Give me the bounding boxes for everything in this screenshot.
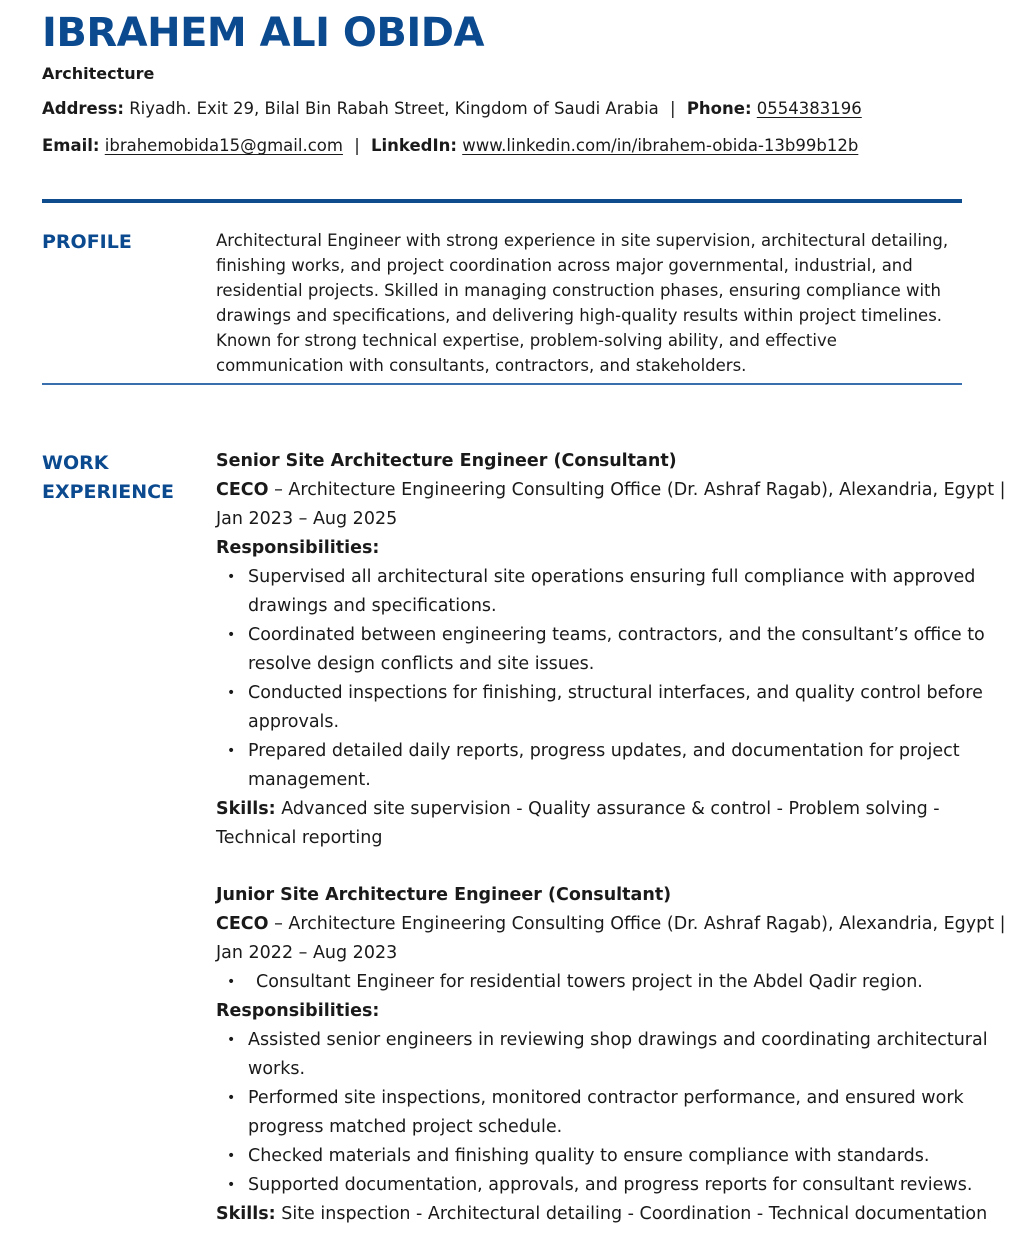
skills-label: Skills: (216, 1204, 276, 1224)
profile-heading: PROFILE (42, 231, 132, 253)
responsibility-item: • Coordinated between engineering teams, contractors, and the consultant’s office to resolve design conflicts and site issues. (216, 621, 1006, 679)
address-value: Riyadh. Exit 29, Bilal Bin Rabah Street, Kingdom of Saudi Arabia (129, 99, 659, 118)
job-title: Senior Site Architecture Engineer (Consultant) (216, 451, 677, 471)
company-name: CECO (216, 914, 269, 934)
skills-value: Advanced site supervision - Quality assurance & control - Problem solving - Technical reporting (216, 799, 940, 848)
work-experience-heading-line1: WORK (42, 452, 109, 474)
work-experience-heading-line2: EXPERIENCE (42, 481, 175, 503)
skills-value: Site inspection - Architectural detailing - Coordination - Technical documentation (275, 1204, 988, 1224)
skills-label: Skills: (216, 799, 276, 819)
linkedin-link[interactable]: www.linkedin.com/in/ibrahem-obida-13b99b12b (462, 136, 859, 155)
responsibility-item: • Supervised all architectural site operations ensuring full compliance with approved drawings and specifications. (216, 563, 1006, 621)
address-label: Address: (42, 99, 124, 118)
job-skills (216, 795, 1006, 853)
header-divider (42, 199, 962, 203)
job-entry-junior (216, 881, 1006, 1229)
job-company (216, 910, 1006, 968)
separator: | (354, 136, 360, 155)
profile-divider (42, 383, 962, 385)
responsibilities-list (216, 563, 1006, 795)
responsibility-item: • Prepared detailed daily reports, progress updates, and documentation for project management. (216, 737, 1006, 795)
candidate-subtitle: Architecture (42, 64, 155, 83)
job-title: Junior Site Architecture Engineer (Consultant) (216, 885, 672, 905)
responsibility-item: • Supported documentation, approvals, and progress reports for consultant reviews. (216, 1171, 1006, 1200)
address-phone-line (42, 99, 862, 118)
phone-label: Phone: (686, 99, 752, 118)
responsibility-item: • Performed site inspections, monitored contractor performance, and ensured work progress matched project schedule. (216, 1084, 1006, 1142)
responsibilities-label: Responsibilities: (216, 538, 380, 558)
email-link[interactable]: ibrahemobida15@gmail.com (104, 136, 343, 155)
responsibilities-list (216, 1026, 1006, 1200)
separator: | (670, 99, 676, 118)
job-skills (216, 1200, 1006, 1229)
responsibility-item: • Conducted inspections for finishing, structural interfaces, and quality control before approvals. (216, 679, 1006, 737)
work-experience-heading (42, 449, 174, 507)
job-note: • Consultant Engineer for residential towers project in the Abdel Qadir region. (216, 968, 1006, 997)
email-linkedin-line (42, 136, 858, 155)
company-details: – Architecture Engineering Consulting Office (Dr. Ashraf Ragab), Alexandria, Egypt | Jan 2023 – Aug 2025 (216, 480, 1006, 529)
candidate-name: IBRAHEM ALI OBIDA (42, 10, 484, 56)
company-name: CECO (216, 480, 269, 500)
profile-summary: Architectural Engineer with strong experience in site supervision, architectural detailing, finishing works, and project coordination across major governmental, industrial, and residential projects. Skilled in managing construction phases, ensuring compliance with drawings and specifications, and delivering high-quality results within project timelines. Known for strong technical expertise, problem-solving ability, and effective communication with consultants, contractors, and stakeholders. (216, 231, 949, 375)
job-note-list (216, 968, 1006, 997)
phone-link[interactable]: 0554383196 (756, 99, 862, 118)
company-details: – Architecture Engineering Consulting Office (Dr. Ashraf Ragab), Alexandria, Egypt | Jan 2022 – Aug 2023 (216, 914, 1006, 963)
linkedin-label: LinkedIn: (371, 136, 457, 155)
job-company (216, 476, 1006, 534)
job-entry-senior (216, 447, 1006, 853)
responsibility-item: • Checked materials and finishing quality to ensure compliance with standards. (216, 1142, 1006, 1171)
email-label: Email: (42, 136, 100, 155)
responsibilities-label: Responsibilities: (216, 1001, 380, 1021)
responsibility-item: • Assisted senior engineers in reviewing shop drawings and coordinating architectural works. (216, 1026, 1006, 1084)
